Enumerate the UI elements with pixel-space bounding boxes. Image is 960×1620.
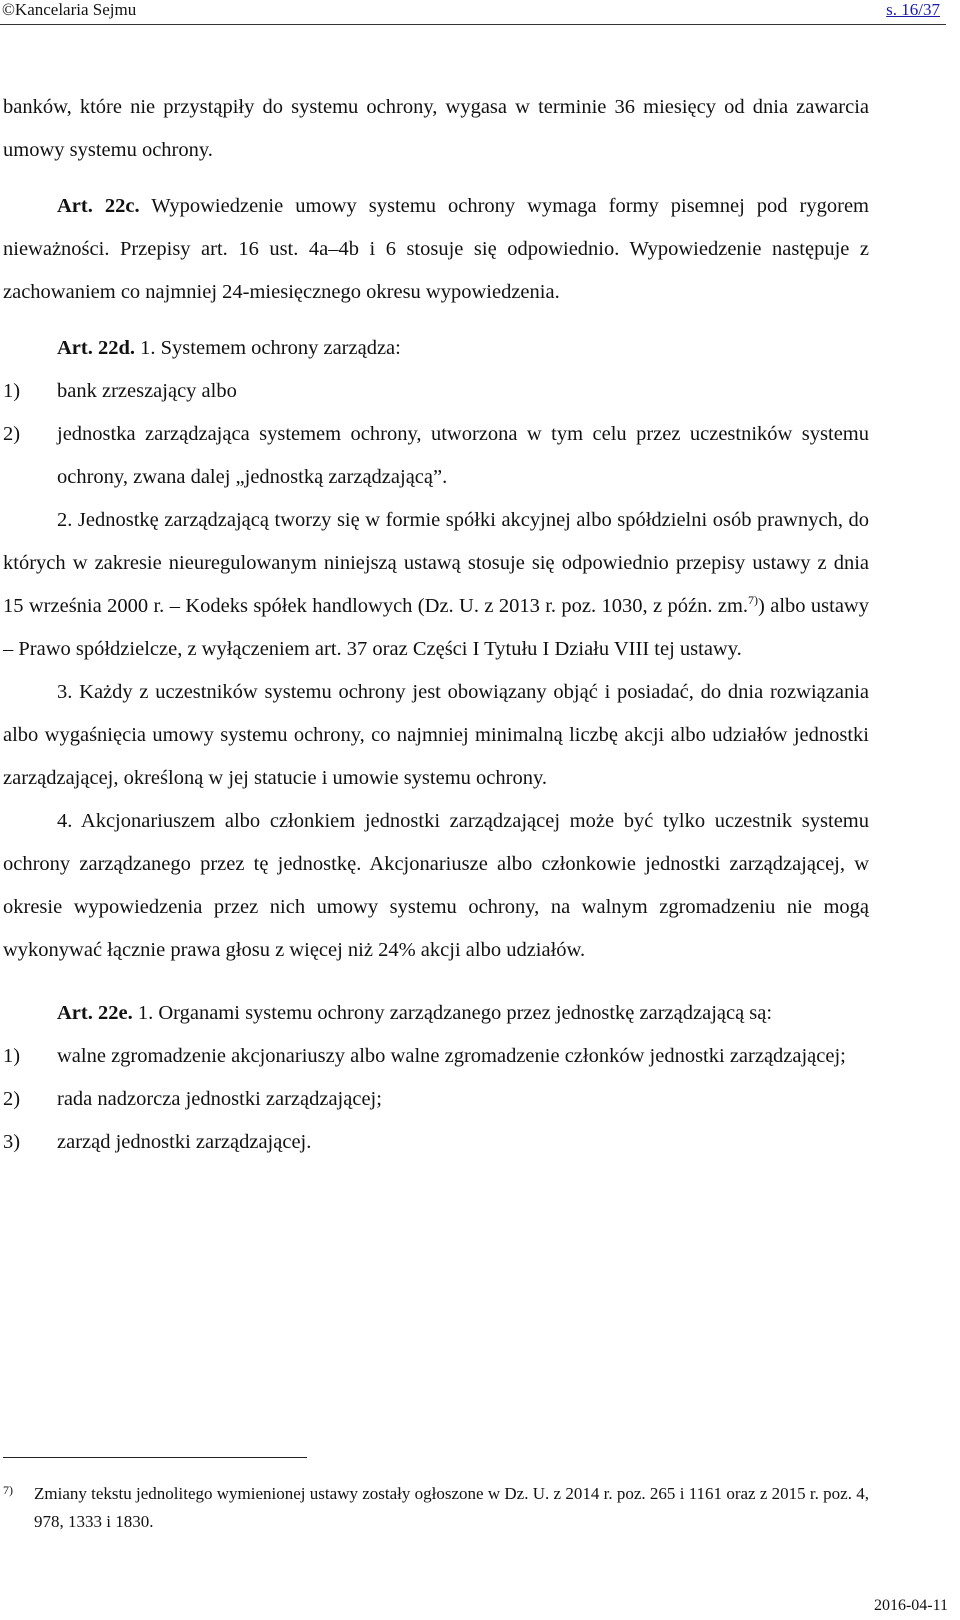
list-item [3,1035,869,1078]
article-22e-label: Art. 22e. [57,1002,133,1024]
footnote-number: 7) [3,1483,13,1497]
document-body [3,86,869,1164]
list-item [3,1121,869,1164]
list-item [3,413,869,499]
article-22d-p2-text: 2. Jednostkę zarządzającą tworzy się w formie spółki akcyjnej albo spółdzielni osób prawnych, do których w zakresie nieuregulowanym niniejszą ustawą stosuje się odpowiednio przepisy ustawy z dnia 15 września 2000 r. – Kodeks spółek handlowych (Dz. U. z 2013 r. poz. 1030, z późn. zm. [3,509,869,617]
list-item-text: bank zrzeszający albo [57,380,237,402]
article-22c [3,185,869,314]
list-item-number: 1) [3,1045,21,1067]
list-item [3,1078,869,1121]
list-item-number: 1) [3,380,21,402]
page-number-link[interactable]: s. 16/37 [886,0,940,19]
footnote-text: Zmiany tekstu jednolitego wymienionej ustawy zostały ogłoszone w Dz. U. z 2014 r. poz. 265 i 1161 oraz z 2015 r. poz. 4, 978, 1333 i 1830. [34,1484,869,1531]
article-22d-p3: 3. Każdy z uczestników systemu ochrony jest obowiązany objąć i posiadać, do dnia rozwiązania albo wygaśnięcia umowy systemu ochrony, co najmniej minimalną liczbę akcji albo udziałów jednostki zarządzającej, określoną w jej statucie i umowie systemu ochrony. [3,681,869,789]
list-item-number: 2) [3,1088,21,1110]
list-item [3,370,869,413]
article-22e [3,992,869,1035]
footnote-reference[interactable]: 7) [748,593,759,607]
copyright-label: ©Kancelaria Sejmu [2,0,137,19]
document-date: 2016-04-11 [873,1597,948,1614]
paragraph-continuation: banków, które nie przystąpiły do systemu ochrony, wygasa w terminie 36 miesięcy od dnia zawarcia umowy systemu ochrony. [3,96,869,161]
list-item-number: 3) [3,1131,21,1153]
footnote-divider [3,1457,307,1458]
article-22d-p1-text: 1. Systemem ochrony zarządza: [135,337,401,359]
list-item-number: 2) [3,423,21,445]
article-22e-text: 1. Organami systemu ochrony zarządzanego przez jednostkę zarządzającą są: [132,1002,773,1024]
list-item-text: rada nadzorcza jednostki zarządzającej; [57,1088,382,1110]
list-item-text: jednostka zarządzająca systemem ochrony, utworzona w tym celu przez uczestników systemu ochrony, zwana dalej „jednostką zarządzającą”. [57,423,869,488]
article-22d-p2 [3,499,869,671]
list-item-text: walne zgromadzenie akcjonariuszy albo walne zgromadzenie członków jednostki zarządzającej; [57,1045,846,1067]
article-22d-p2-text-end: ) albo ustawy – Prawo spółdzielcze, z wyłączeniem art. 37 oraz Części I Tytułu I Działu VIII tej ustawy. [3,595,869,660]
article-22c-text: Wypowiedzenie umowy systemu ochrony wymaga formy pisemnej pod rygorem nieważności. Przepisy art. 16 ust. 4a–4b i 6 stosuje się odpowiednio. Wypowiedzenie następuje z zachowaniem co najmniej 24-miesięcznego okresu wypowiedzenia. [3,195,869,303]
article-22d-label: Art. 22d. [57,337,136,359]
article-22d-p4: 4. Akcjonariuszem albo członkiem jednostki zarządzającej może być tylko uczestnik systemu ochrony zarządzanego przez tę jednostkę. Akcjonariusze albo członkowie jednostki zarządzającej, w okresie wypowiedzenia przez nich umowy systemu ochrony, na walnym zgromadzeniu nie mogą wykonywać łącznie prawa głosu z więcej niż 24% akcji albo udziałów. [3,810,869,961]
article-22d-p1 [3,327,869,370]
article-22c-label: Art. 22c. [57,195,140,217]
page-header [0,0,946,25]
footnote [3,1480,869,1536]
list-item-text: zarząd jednostki zarządzającej. [57,1131,312,1153]
